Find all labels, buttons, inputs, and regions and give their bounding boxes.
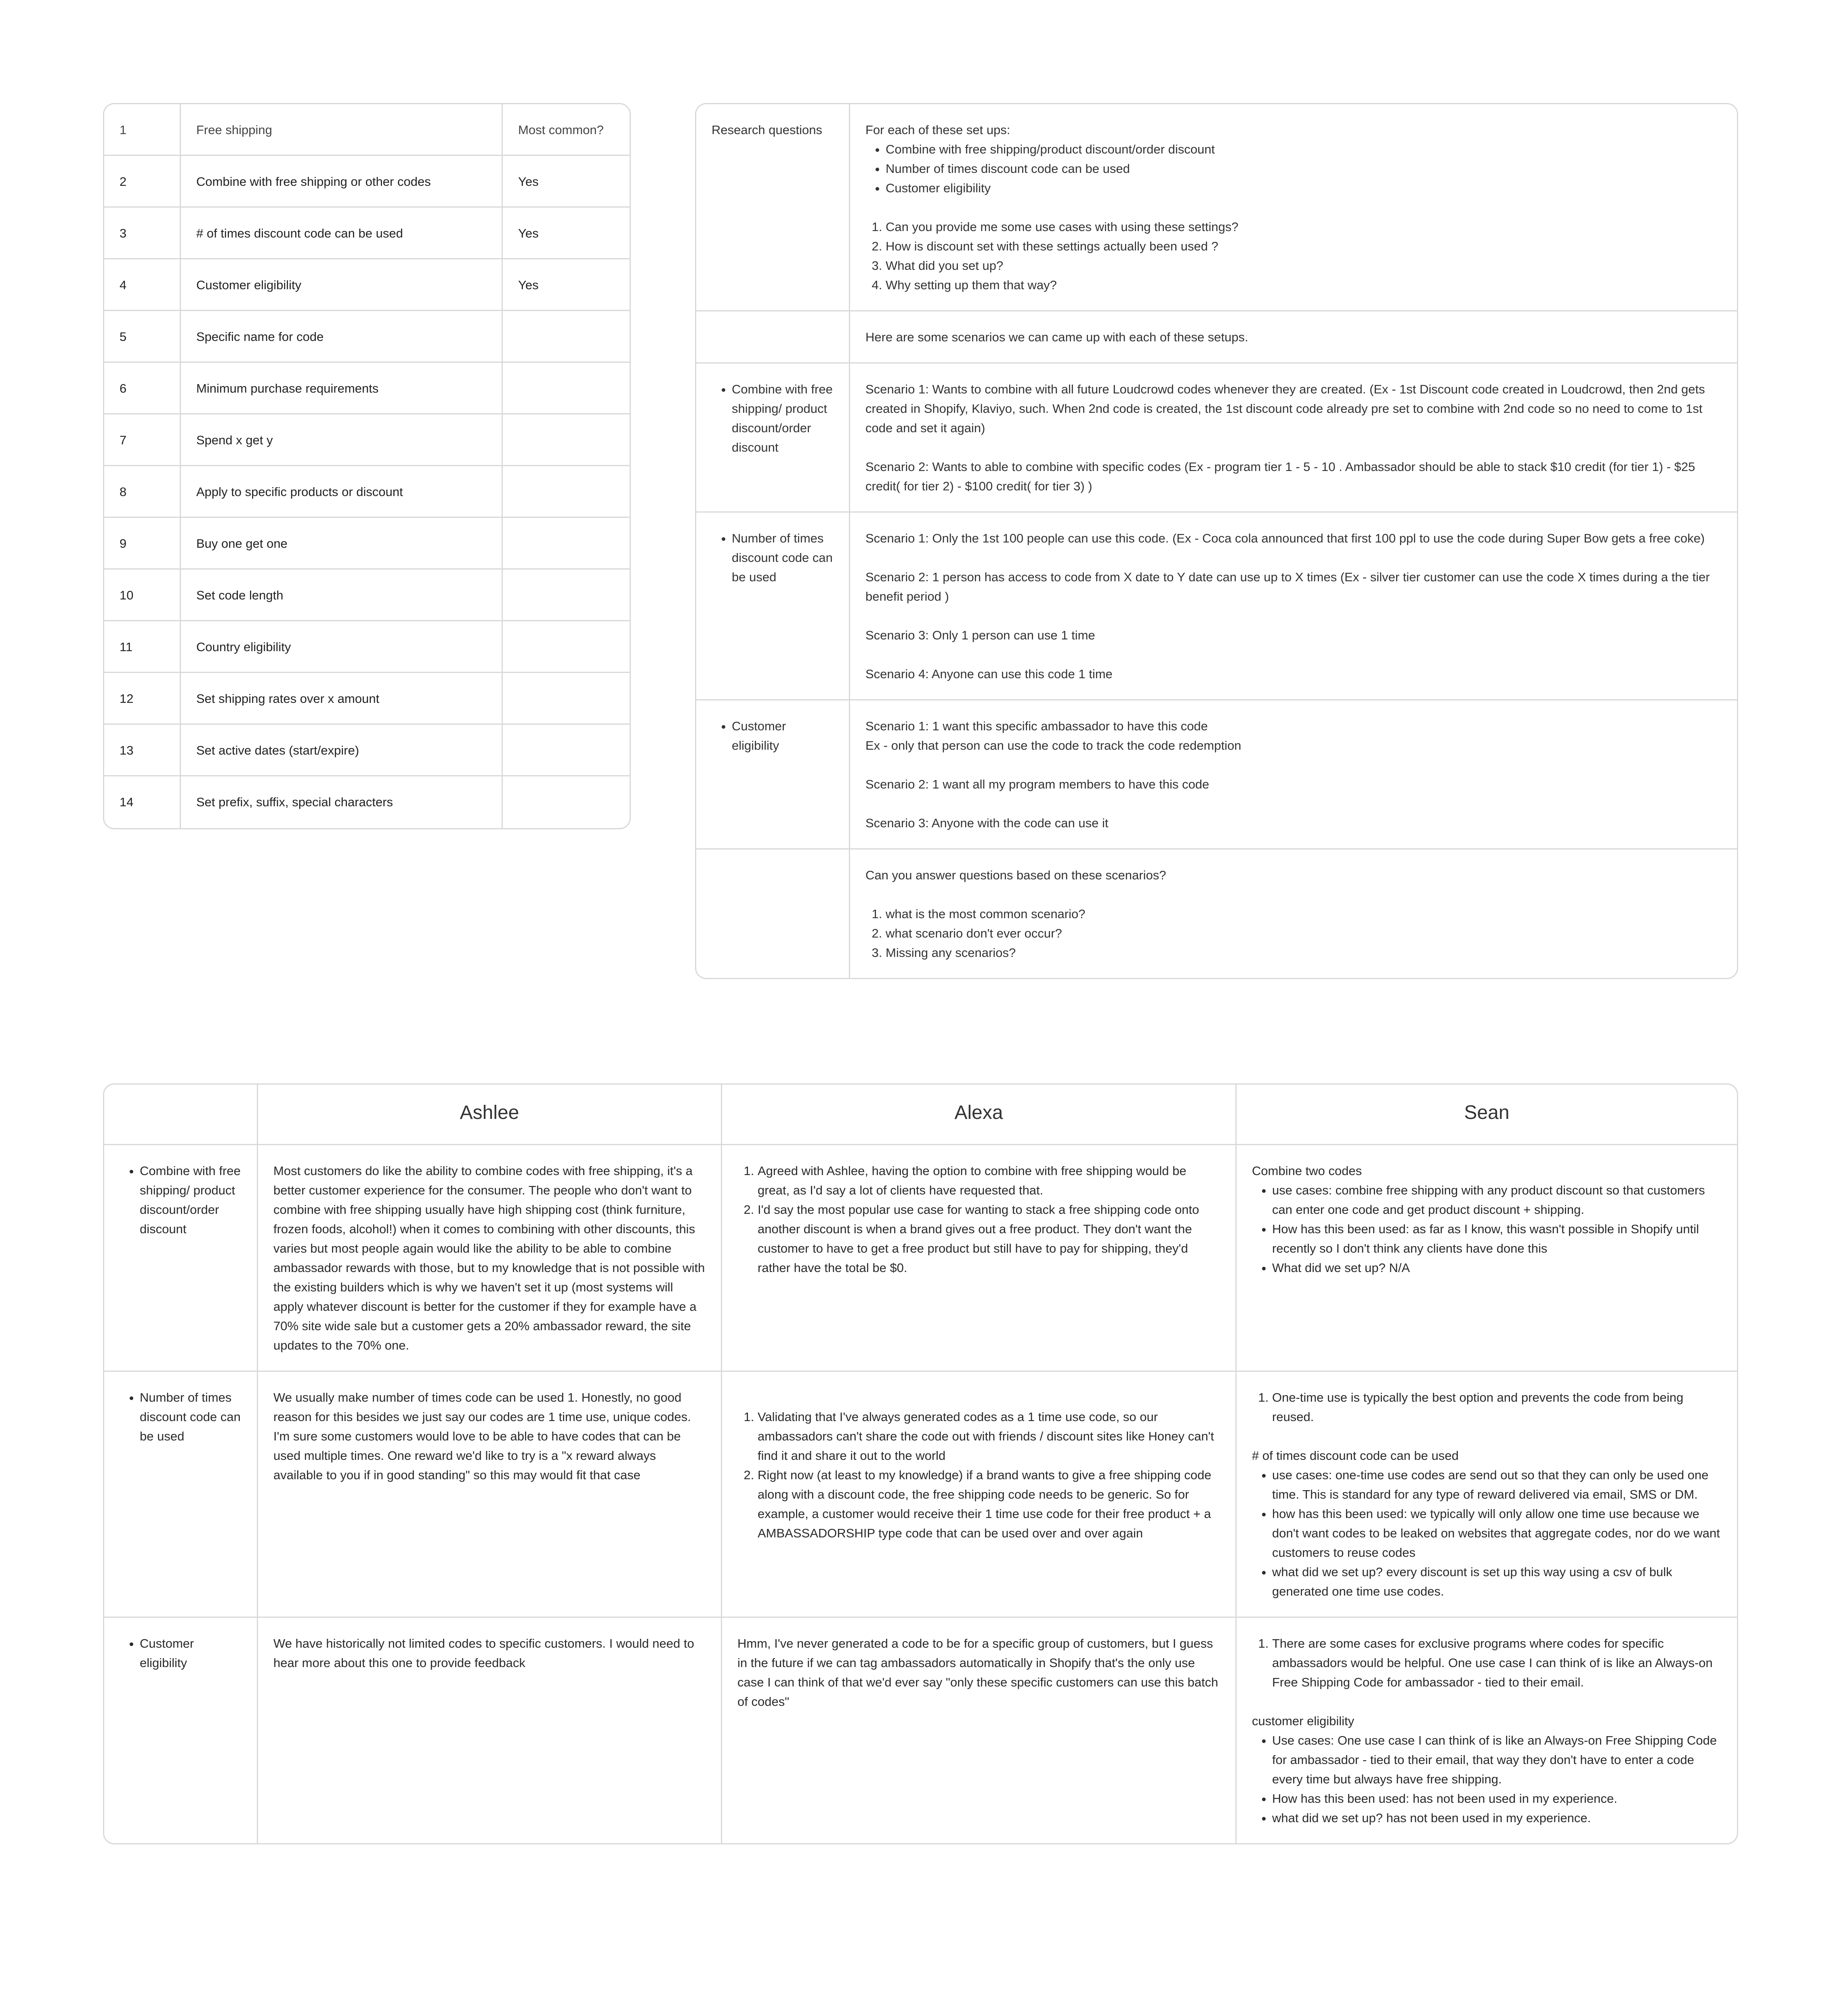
- empty-header: [104, 1085, 258, 1145]
- ashlee-response: We usually make number of times code can be used 1. Honestly, no good reason for this besides we just say our codes are 1 time use, unique codes. I'm sure some customers would love to be able to have codes that can be used multiple times. One reward we'd like to try is a "x reward always available to you if in good standing" so this may would fit that case: [258, 1372, 722, 1618]
- setting-name: Free shipping: [181, 104, 503, 156]
- row-number: 11: [104, 621, 181, 673]
- most-common-value: [503, 725, 630, 776]
- row-number: 4: [104, 259, 181, 311]
- sean-response: [1237, 1145, 1737, 1372]
- list-item: • Customer eligibility: [886, 179, 1722, 198]
- responses-table: [103, 1083, 1738, 1844]
- scenario: Scenario 2: Wants to able to combine with specific codes (Ex - program tier 1 - 5 - 10 . Ambassador should be able to stack $10 credit (for tier 1) - $25 credit( for tier 2) - $100 credit( for tier 3) ): [865, 460, 1695, 493]
- most-common-value: [503, 776, 630, 828]
- most-common-value: [503, 311, 630, 363]
- ashlee-response: We have historically not limited codes to specific customers. I would need to hear more about this one to provide feedback: [258, 1618, 722, 1843]
- combine-label: • Combine with free shipping/ product discount/order discount: [140, 1161, 242, 1239]
- row-number: 14: [104, 776, 181, 828]
- list-item: • Combine with free shipping/product discount/order discount: [886, 140, 1722, 159]
- list-item: 1. One-time use is typically the best option and prevents the code from being reused.: [1272, 1388, 1722, 1427]
- table-row: [104, 1145, 1737, 1372]
- table-row: [104, 156, 630, 208]
- table-row: [696, 104, 1737, 311]
- setups-intro: For each of these set ups:: [865, 123, 1010, 137]
- sean-title: customer eligibility: [1252, 1714, 1354, 1728]
- setting-name: Set code length: [181, 570, 503, 621]
- scenario: Scenario 4: Anyone can use this code 1 time: [865, 667, 1113, 681]
- most-common-value: Yes: [503, 156, 630, 208]
- row-label: [104, 1145, 258, 1372]
- combine-label: • Combine with free shipping/ product discount/order discount: [732, 380, 834, 457]
- followup-intro: Can you answer questions based on these scenarios?: [865, 868, 1166, 882]
- alexa-response: [722, 1372, 1237, 1618]
- scenario-example: Ex - only that person can use the code to track the code redemption: [865, 738, 1241, 753]
- column-header-alexa: Alexa: [722, 1085, 1237, 1145]
- empty-label: [696, 849, 850, 978]
- table-row: [104, 104, 630, 156]
- table-row: [104, 776, 630, 828]
- eligibility-scenarios: [850, 700, 1737, 849]
- followup-list: [865, 904, 1722, 963]
- list-item: • Use cases: One use case I can think of is like an Always-on Free Shipping Code for ambassador - tied to their email, that way they don't have to enter a code every time but always have free shipping.: [1272, 1731, 1722, 1789]
- scenarios-intro: Here are some scenarios we can came up with each of these setups.: [850, 311, 1737, 364]
- table-row: [104, 621, 630, 673]
- setting-name: Set prefix, suffix, special characters: [181, 776, 503, 828]
- list-item: 4. Why setting up them that way?: [886, 275, 1722, 295]
- table-row: [104, 518, 630, 570]
- list-item: • use cases: one-time use codes are send out so that they can only be used one time. This is standard for any type of reward delivered via email, SMS or DM.: [1272, 1465, 1722, 1504]
- list-item: • what did we set up? has not been used in my experience.: [1272, 1808, 1722, 1828]
- setting-name: Set active dates (start/expire): [181, 725, 503, 776]
- scenario: Scenario 3: Anyone with the code can use it: [865, 816, 1109, 830]
- table-row: [104, 673, 630, 725]
- most-common-value: [503, 466, 630, 518]
- table-row: [104, 259, 630, 311]
- most-common-value: [503, 621, 630, 673]
- row-label: [104, 1618, 258, 1843]
- most-common-value: Yes: [503, 208, 630, 259]
- table-row: [104, 414, 630, 466]
- followup-cell: [850, 849, 1737, 978]
- list-item: 1. Validating that I've always generated codes as a 1 time use code, so our ambassadors can't share the code out with friends / discount sites like Honey can't find it and share it out to the world: [758, 1407, 1220, 1465]
- setting-name: # of times discount code can be used: [181, 208, 503, 259]
- row-number: 10: [104, 570, 181, 621]
- table-row: [104, 1372, 1737, 1618]
- setting-name: Customer eligibility: [181, 259, 503, 311]
- header-row: [104, 1085, 1737, 1145]
- table-row: [104, 570, 630, 621]
- list-item: 1. Agreed with Ashlee, having the option to combine with free shipping would be great, as I'd say a lot of clients have requested that.: [758, 1161, 1220, 1200]
- list-item: 1. Can you provide me some use cases with using these settings?: [886, 217, 1722, 237]
- row-number: 8: [104, 466, 181, 518]
- list-item: 1. what is the most common scenario?: [886, 904, 1722, 924]
- table-row: [104, 1618, 1737, 1843]
- alexa-response: Hmm, I've never generated a code to be for a specific group of customers, but I guess in the future if we can tag ambassadors automatically in Shopify that's the only use case I can think of that we'd ever say "only these specific customers can use this batch of codes": [722, 1618, 1237, 1843]
- row-number: 1: [104, 104, 181, 156]
- alexa-response: [722, 1145, 1237, 1372]
- most-common-value: [503, 414, 630, 466]
- eligibility-label: • Customer eligibility: [140, 1634, 242, 1673]
- row-number: 6: [104, 363, 181, 414]
- most-common-value: Yes: [503, 259, 630, 311]
- scenario: Scenario 3: Only 1 person can use 1 time: [865, 628, 1095, 642]
- setting-name: Apply to specific products or discount: [181, 466, 503, 518]
- most-common-value: [503, 570, 630, 621]
- row-number: 2: [104, 156, 181, 208]
- setting-name: Country eligibility: [181, 621, 503, 673]
- scenario: Scenario 1: Wants to combine with all future Loudcrowd codes whenever they are created. (Ex - 1st Discount code created in Loudcrowd, then 2nd gets created in Shopify, Klaviyo, such. When 2nd code is created, the 1st discount code already pre set to combine with 2nd code so no need to come to 1st code and set it again): [865, 382, 1705, 435]
- row-number: 9: [104, 518, 181, 570]
- most-common-value: [503, 363, 630, 414]
- table-row: [104, 208, 630, 259]
- table-row: [696, 311, 1737, 364]
- list-item: 1. There are some cases for exclusive programs where codes for specific ambassadors would be helpful. One use case I can think of is like an Always-on Free Shipping Code for ambassador - tied to their email.: [1272, 1634, 1722, 1692]
- sean-title: Combine two codes: [1252, 1164, 1362, 1178]
- settings-table: [103, 103, 631, 829]
- table-row: [104, 466, 630, 518]
- row-label: [104, 1372, 258, 1618]
- list-item: • How has this been used: as far as I know, this wasn't possible in Shopify until recently so I don't think any clients have done this: [1272, 1219, 1722, 1258]
- list-item: • how has this been used: we typically will only allow one time use because we don't want codes to be leaked on websites that aggregate codes, nor do we want customers to reuse codes: [1272, 1504, 1722, 1562]
- most-common-value: [503, 518, 630, 570]
- list-item: • what did we set up? every discount is set up this way using a csv of bulk generated one time use codes.: [1272, 1562, 1722, 1601]
- most-common-header: Most common?: [503, 104, 630, 156]
- list-item: • use cases: combine free shipping with any product discount so that customers can enter one code and get product discount + shipping.: [1272, 1181, 1722, 1219]
- setting-name: Specific name for code: [181, 311, 503, 363]
- table-row: [104, 725, 630, 776]
- row-number: 5: [104, 311, 181, 363]
- setting-name: Minimum purchase requirements: [181, 363, 503, 414]
- list-item: 2. I'd say the most popular use case for wanting to stack a free shipping code onto another discount is when a brand gives out a free product. They don't want the customer to have to get a free product but still have to pay for shipping, they'd rather have the total be $0.: [758, 1200, 1220, 1278]
- table-row: [104, 311, 630, 363]
- row-number: 7: [104, 414, 181, 466]
- setting-name: Buy one get one: [181, 518, 503, 570]
- times-label: • Number of times discount code can be used: [140, 1388, 242, 1446]
- row-label: [696, 513, 850, 700]
- setups-list: [865, 140, 1722, 198]
- table-row: [696, 849, 1737, 978]
- research-questions-label: Research questions: [696, 104, 850, 311]
- questions-list: [865, 217, 1722, 295]
- sean-title: # of times discount code can be used: [1252, 1449, 1459, 1463]
- list-item: • What did we set up? N/A: [1272, 1258, 1722, 1278]
- setting-name: Set shipping rates over x amount: [181, 673, 503, 725]
- setting-name: Combine with free shipping or other codes: [181, 156, 503, 208]
- scenario: Scenario 1: 1 want this specific ambassador to have this code: [865, 719, 1208, 733]
- most-common-value: [503, 673, 630, 725]
- sean-response: [1237, 1618, 1737, 1843]
- setting-name: Spend x get y: [181, 414, 503, 466]
- list-item: • How has this been used: has not been used in my experience.: [1272, 1789, 1722, 1808]
- scenario: Scenario 2: 1 person has access to code from X date to Y date can use up to X times (Ex - silver tier customer can use the code X times during a the tier benefit period ): [865, 570, 1710, 603]
- row-number: 12: [104, 673, 181, 725]
- ashlee-response: Most customers do like the ability to combine codes with free shipping, it's a better customer experience for the consumer. The people who don't want to combine with free shipping usually have high shipping cost (think furniture, frozen foods, alcohol!) when it comes to combining with other discounts, this varies but most people again would like the ability to be able to combine ambassador rewards with those, but to my knowledge that is not possible with the existing builders which is why we haven't set it up (most systems will apply whatever discount is better for the customer if they for example have a 70% site wide sale but a customer gets a 20% ambassador reward, the site updates to the 70% one.: [258, 1145, 722, 1372]
- times-scenarios: [850, 513, 1737, 700]
- times-label: • Number of times discount code can be used: [732, 529, 834, 587]
- row-number: 13: [104, 725, 181, 776]
- combine-scenarios: [850, 364, 1737, 513]
- list-item: 3. Missing any scenarios?: [886, 943, 1722, 963]
- list-item: • Number of times discount code can be used: [886, 159, 1722, 179]
- table-row: [104, 363, 630, 414]
- row-label: [696, 364, 850, 513]
- row-number: 3: [104, 208, 181, 259]
- row-label: [696, 700, 850, 849]
- list-item: 3. What did you set up?: [886, 256, 1722, 275]
- column-header-ashlee: Ashlee: [258, 1085, 722, 1145]
- table-row: [696, 364, 1737, 513]
- empty-label: [696, 311, 850, 364]
- scenario: Scenario 1: Only the 1st 100 people can use this code. (Ex - Coca cola announced that first 100 ppl to use the code during Super Bow gets a free coke): [865, 531, 1705, 545]
- list-item: 2. what scenario don't ever occur?: [886, 924, 1722, 943]
- table-row: [696, 513, 1737, 700]
- column-header-sean: Sean: [1237, 1085, 1737, 1145]
- table-row: [696, 700, 1737, 849]
- list-item: 2. How is discount set with these settings actually been used ?: [886, 237, 1722, 256]
- scenario: Scenario 2: 1 want all my program members to have this code: [865, 777, 1210, 791]
- sean-response: [1237, 1372, 1737, 1618]
- research-table: [695, 103, 1738, 979]
- eligibility-label: • Customer eligibility: [732, 717, 834, 755]
- research-questions-cell: [850, 104, 1737, 311]
- list-item: 2. Right now (at least to my knowledge) if a brand wants to give a free shipping code along with a discount code, the free shipping code needs to be generic. So for example, a customer would receive their 1 time use code for their free product + a AMBASSADORSHIP type code that can be used over and over again: [758, 1465, 1220, 1543]
